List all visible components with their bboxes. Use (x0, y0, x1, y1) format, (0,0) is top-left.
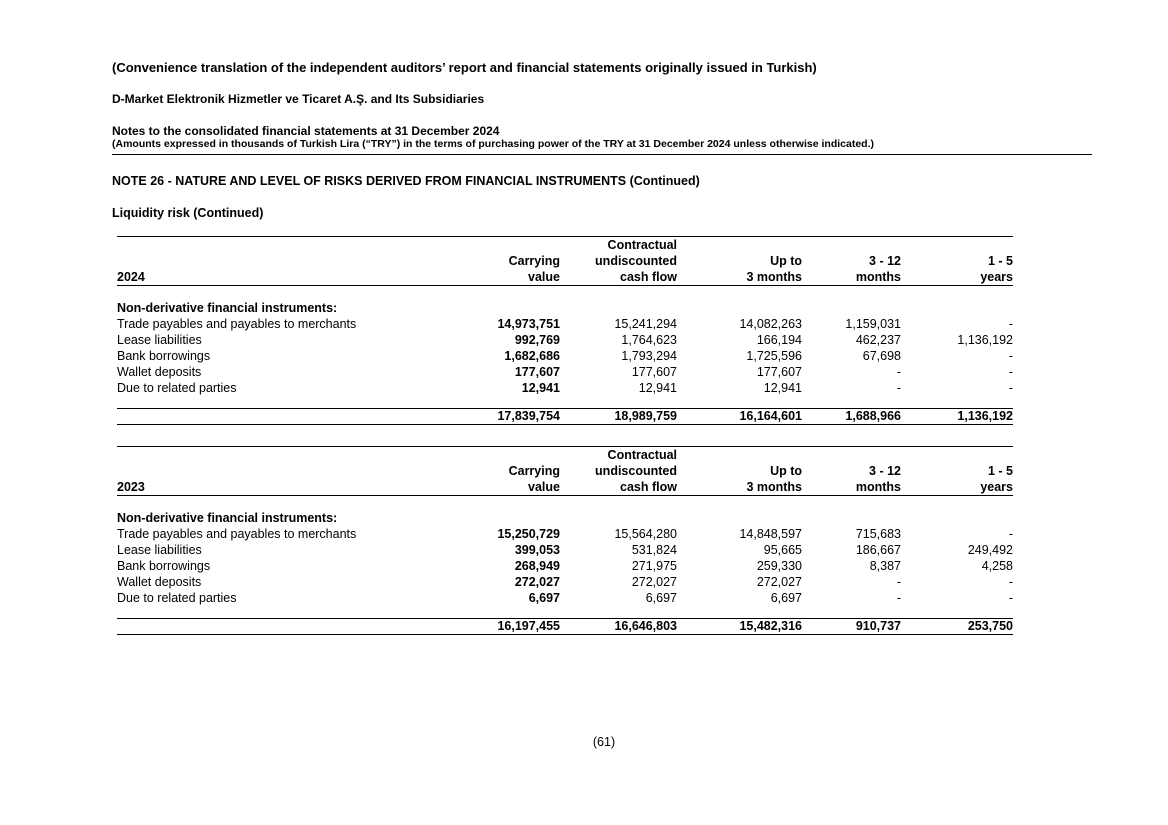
row-label: Bank borrowings (117, 558, 211, 573)
cell-upto: 6,697 (770, 590, 802, 605)
total-carrying: 17,839,754 (457, 409, 560, 425)
cell-carrying: 15,250,729 (497, 526, 560, 541)
total-3-12: 910,737 (802, 619, 901, 635)
translation-note: (Convenience translation of the independent auditors’ report and financial statements originally issued in Turkish) (112, 60, 817, 75)
table-row (117, 348, 1013, 364)
total-row (117, 619, 1013, 635)
total-carrying: 16,197,455 (457, 619, 560, 635)
cell-1-5: - (1008, 590, 1013, 605)
note-title: NOTE 26 - NATURE AND LEVEL OF RISKS DERIVED FROM FINANCIAL INSTRUMENTS (Continued) (112, 174, 700, 188)
cell-1-5: 249,492 (967, 542, 1013, 557)
cell-carrying: 1,682,686 (504, 348, 560, 363)
row-label: Lease liabilities (117, 542, 202, 557)
liquidity-table-2023 (117, 446, 1013, 635)
cell-carrying: 6,697 (528, 590, 560, 605)
cell-1-5: - (1008, 316, 1013, 331)
year-label: 2023 (117, 479, 457, 496)
cell-contractual: 12,941 (638, 380, 677, 395)
cell-contractual: 1,764,623 (621, 332, 677, 347)
cell-3-12: 186,667 (855, 542, 901, 557)
table-row (117, 332, 1013, 348)
cell-upto: 12,941 (763, 380, 802, 395)
col-1-5-h0 (901, 447, 1013, 463)
col-carrying-h0 (457, 237, 560, 253)
liquidity-table-2024 (117, 236, 1013, 425)
cell-3-12: - (896, 574, 901, 589)
col-carrying-h2: value (457, 269, 560, 286)
cell-upto: 1,725,596 (746, 348, 802, 363)
cell-3-12: 462,237 (855, 332, 901, 347)
cell-1-5: - (1008, 348, 1013, 363)
cell-upto: 166,194 (756, 332, 802, 347)
cell-upto: 272,027 (756, 574, 802, 589)
amounts-note: (Amounts expressed in thousands of Turkish Lira (“TRY”) in the terms of purchasing power of the TRY at 31 December 2024 unless otherwise indicated.) (112, 138, 874, 150)
row-label: Trade payables and payables to merchants (117, 316, 357, 331)
total-contractual: 18,989,759 (560, 409, 677, 425)
cell-upto: 14,848,597 (739, 526, 802, 541)
table-row (117, 380, 1013, 396)
cell-3-12: 1,159,031 (845, 316, 901, 331)
cell-contractual: 271,975 (631, 558, 677, 573)
cell-contractual: 1,793,294 (621, 348, 677, 363)
table-row (117, 364, 1013, 380)
col-carrying-h1: Carrying (508, 253, 560, 268)
cell-carrying: 177,607 (514, 364, 560, 379)
cell-upto: 95,665 (763, 542, 802, 557)
cell-carrying: 272,027 (514, 574, 560, 589)
col-upto-h1: Up to (770, 463, 802, 478)
row-label: Trade payables and payables to merchants (117, 526, 357, 541)
cell-1-5: 4,258 (981, 558, 1013, 573)
col-3-12-h0 (802, 237, 901, 253)
section-title: Liquidity risk (Continued) (112, 206, 264, 220)
cell-carrying: 12,941 (521, 380, 560, 395)
cell-3-12: 715,683 (855, 526, 901, 541)
col-1-5-h1: 1 - 5 (987, 463, 1013, 478)
notes-title: Notes to the consolidated financial statements at 31 December 2024 (112, 124, 500, 138)
cell-carrying: 399,053 (514, 542, 560, 557)
header-divider (112, 154, 1092, 155)
col-carrying-h1: Carrying (508, 463, 560, 478)
col-upto-h0 (677, 237, 802, 253)
col-1-5-h2: years (901, 269, 1013, 286)
cell-upto: 14,082,263 (739, 316, 802, 331)
table-row (117, 558, 1013, 574)
cell-upto: 259,330 (756, 558, 802, 573)
total-3-12: 1,688,966 (802, 409, 901, 425)
total-upto: 15,482,316 (677, 619, 802, 635)
cell-carrying: 268,949 (514, 558, 560, 573)
col-contractual-h2: cash flow (560, 479, 677, 496)
row-label: Lease liabilities (117, 332, 202, 347)
col-contractual-h0: Contractual (607, 447, 677, 462)
cell-contractual: 6,697 (645, 590, 677, 605)
group-label: Non-derivative financial instruments: (117, 300, 338, 315)
year-label: 2024 (117, 269, 457, 286)
cell-3-12: - (896, 364, 901, 379)
col-contractual-h1: undiscounted (595, 463, 677, 478)
cell-contractual: 272,027 (631, 574, 677, 589)
cell-3-12: 8,387 (869, 558, 901, 573)
col-1-5-h0 (901, 237, 1013, 253)
cell-3-12: - (896, 380, 901, 395)
col-3-12-h2: months (802, 479, 901, 496)
cell-contractual: 177,607 (631, 364, 677, 379)
company-name: D-Market Elektronik Hizmetler ve Ticaret A.Ş. and Its Subsidiaries (112, 92, 485, 106)
cell-1-5: - (1008, 526, 1013, 541)
cell-upto: 177,607 (756, 364, 802, 379)
cell-1-5: - (1008, 380, 1013, 395)
col-carrying-h0 (457, 447, 560, 463)
page-number: (61) (592, 735, 616, 749)
cell-contractual: 15,564,280 (614, 526, 677, 541)
col-upto-h1: Up to (770, 253, 802, 268)
total-contractual: 16,646,803 (560, 619, 677, 635)
col-upto-h2: 3 months (677, 479, 802, 496)
table-row (117, 590, 1013, 606)
col-contractual-h2: cash flow (560, 269, 677, 286)
row-label: Bank borrowings (117, 348, 211, 363)
row-label: Due to related parties (117, 380, 237, 395)
cell-1-5: - (1008, 574, 1013, 589)
cell-1-5: - (1008, 364, 1013, 379)
cell-3-12: 67,698 (862, 348, 901, 363)
col-3-12-h0 (802, 447, 901, 463)
table-row (117, 316, 1013, 332)
cell-1-5: 1,136,192 (957, 332, 1013, 347)
row-label: Wallet deposits (117, 574, 202, 589)
group-label: Non-derivative financial instruments: (117, 510, 338, 525)
cell-3-12: - (896, 590, 901, 605)
table-row (117, 526, 1013, 542)
total-1-5: 1,136,192 (901, 409, 1013, 425)
col-3-12-h1: 3 - 12 (869, 253, 901, 268)
cell-carrying: 14,973,751 (497, 316, 560, 331)
col-3-12-h2: months (802, 269, 901, 286)
col-upto-h2: 3 months (677, 269, 802, 286)
total-upto: 16,164,601 (677, 409, 802, 425)
table-row (117, 574, 1013, 590)
cell-carrying: 992,769 (514, 332, 560, 347)
row-label: Wallet deposits (117, 364, 202, 379)
total-row (117, 409, 1013, 425)
col-1-5-h2: years (901, 479, 1013, 496)
cell-contractual: 15,241,294 (614, 316, 677, 331)
col-carrying-h2: value (457, 479, 560, 496)
col-1-5-h1: 1 - 5 (987, 253, 1013, 268)
col-3-12-h1: 3 - 12 (869, 463, 901, 478)
cell-contractual: 531,824 (631, 542, 677, 557)
col-upto-h0 (677, 447, 802, 463)
col-contractual-h1: undiscounted (595, 253, 677, 268)
col-contractual-h0: Contractual (607, 237, 677, 252)
table-row (117, 542, 1013, 558)
row-label: Due to related parties (117, 590, 237, 605)
total-1-5: 253,750 (901, 619, 1013, 635)
